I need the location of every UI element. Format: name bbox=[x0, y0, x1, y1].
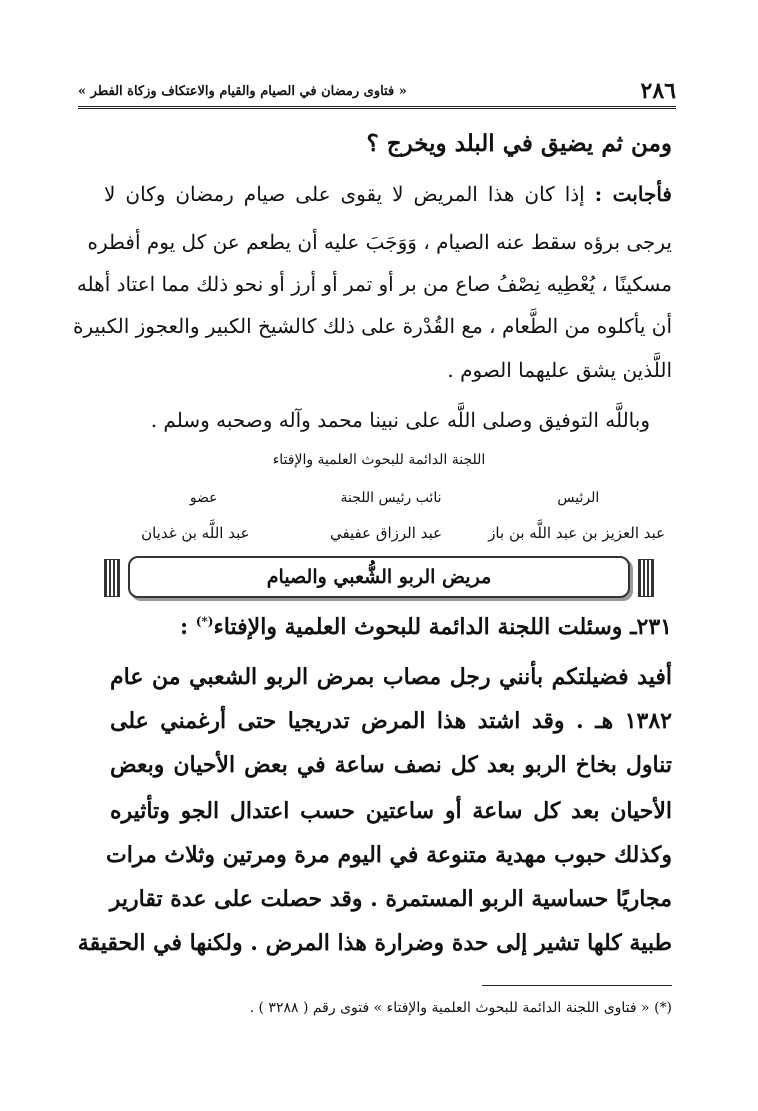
page-number: ٢٨٦ bbox=[640, 78, 676, 104]
answer-line-1: فأجابت : إذا كان هذا المريض لا يقوى على صيام رمضان وكان لا bbox=[104, 182, 672, 206]
running-title: « فتاوى رمضان في الصيام والقيام والاعتكاف وزكاة الفطر » bbox=[78, 83, 407, 99]
question-line-2: ١٣٨٢ هـ . وقد اشتد هذا المرض تدريجيا حتى أرغمني على bbox=[110, 708, 672, 734]
name-president: عبد العزيز بن عبد اللَّه بن باز bbox=[488, 524, 666, 542]
name-member: عبد اللَّه بن غديان bbox=[141, 524, 250, 542]
role-vice-president: نائب رئيس اللجنة bbox=[340, 490, 442, 506]
header-rule bbox=[78, 106, 676, 111]
question-tail: ومن ثم يضيق في البلد ويخرج ؟ bbox=[366, 130, 672, 157]
footnote-marker: (*) bbox=[195, 614, 214, 629]
answer-line-5: اللَّذين يشق عليهما الصوم . bbox=[447, 358, 672, 382]
running-header bbox=[78, 76, 676, 106]
answer-line-3: مسكينًا ، يُعْطِيه نِصْفُ صاع من بر أو تمر أو أرز أو نحو ذلك مما اعتاد أهله bbox=[76, 272, 672, 296]
question-line-3: تناول بخاخ الربو بعد كل نصف ساعة في بعض الأحيان وبعض bbox=[110, 752, 672, 778]
answer-line-4: أن يأكلوه من الطَّعام ، مع القُدْرة على ذلك كالشيخ الكبير والعجوز الكبيرة bbox=[73, 314, 672, 338]
banner-ornament-right bbox=[638, 559, 654, 597]
role-member: عضو bbox=[189, 490, 218, 506]
question-line-6: مجاريًا حساسية الربو المستمرة . وقد حصلت على عدة تقارير bbox=[109, 886, 672, 912]
banner-ornament-left bbox=[104, 559, 120, 597]
question-line-5: وكذلك حبوب مهدية متنوعة في اليوم مرة ومرتين وثلاث مرات bbox=[105, 842, 672, 868]
answer-closing: وباللَّه التوفيق وصلى اللَّه على نبينا محمد وآله وصحبه وسلم . bbox=[150, 408, 650, 432]
question-line-1: أفيد فضيلتكم بأنني رجل مصاب بمرض الربو الشعبي من عام bbox=[110, 664, 672, 690]
question-number: ٢٣١ـ وسئلت اللجنة الدائمة للبحوث العلمية والإفتاء(*) : bbox=[180, 614, 672, 640]
committee-name: اللجنة الدائمة للبحوث العلمية والإفتاء bbox=[272, 452, 486, 468]
footnote-rule bbox=[482, 985, 672, 986]
answer-lead: فأجابت : bbox=[594, 182, 672, 206]
signature-names bbox=[100, 524, 672, 542]
question-line-4: الأحيان بعد كل ساعة أو ساعتين حسب اعتدال الجو وتأثيره bbox=[110, 798, 672, 824]
signature-roles bbox=[110, 490, 672, 506]
role-president: الرئيس bbox=[557, 490, 600, 506]
name-vice-president: عبد الرزاق عفيفي bbox=[329, 524, 443, 542]
section-title-banner: مريض الربو الشُّعبي والصيام bbox=[128, 556, 630, 598]
answer-line-2: يرجى برؤه سقط عنه الصيام ، وَوَجَبَ عليه أن يطعم عن كل يوم أفطره bbox=[87, 230, 672, 254]
footnote: (*) « فتاوى اللجنة الدائمة للبحوث العلمية والإفتاء » فتوى رقم ( ٣٢٨٨ ) . bbox=[249, 1000, 672, 1016]
question-line-7: طبية كلها تشير إلى حدة وضرارة هذا المرض . ولكنها في الحقيقة bbox=[77, 930, 672, 956]
